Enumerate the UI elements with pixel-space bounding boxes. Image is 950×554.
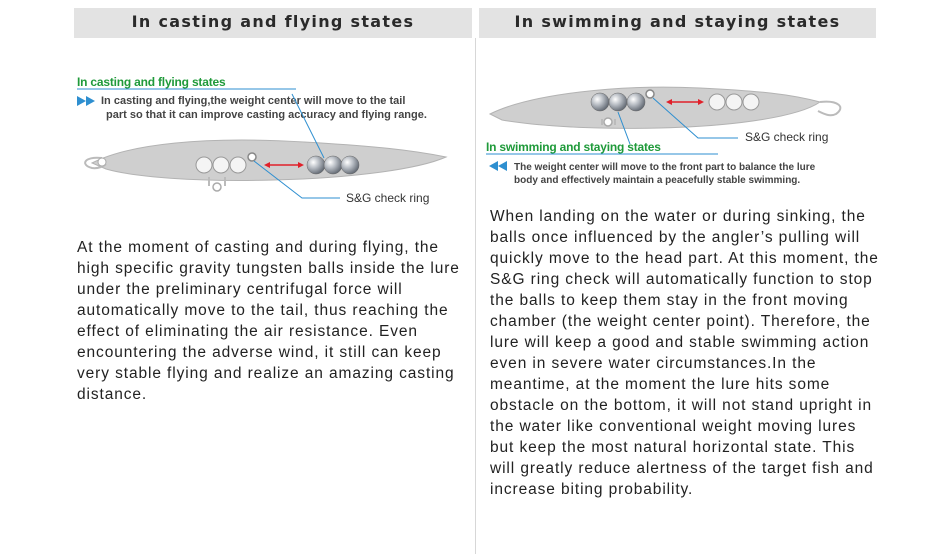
casting-states-header: In casting and flying states — [74, 8, 472, 38]
swimming-lure-diagram — [480, 72, 880, 194]
hollow-ball-icons — [709, 94, 759, 110]
column-divider — [475, 38, 476, 554]
casting-description: At the moment of casting and during flying, the high specific gravity tungsten balls inside the lure under the preliminary centrifugal force will automatically move to the tail, thus reaching the effect of eliminating the air resistance. Even encountering the adverse wind, it still can keep very stable flying and realize an amazing casting distance. — [77, 239, 460, 403]
swimming-states-header: In swimming and staying states — [479, 8, 876, 38]
lure-body-icon — [490, 87, 840, 128]
sg-check-ring-icon — [646, 90, 654, 98]
swimming-caption-line1: The weight center will move to the front part to balance the lure — [514, 162, 816, 173]
casting-caption-line2: part so that it can improve casting accuracy and flying range. — [106, 109, 427, 121]
casting-lure-diagram — [74, 70, 474, 210]
swimming-description: When landing on the water or during sinking, the balls once influenced by the angler’s pulling will quickly move to the head part. At this moment, the S&G ring check will automatically function to stop the balls to keep them stay in the front moving chamber (the weight center point). Therefore, the lure will keep a good and stable swimming action even in severe water circumstances.In the meantime, at the moment the lure hits some obstacle on the bottom, it will not stand upright in the water like conventional weight moving lures but keep the most natural horizontal state. This will greatly reduce alertness of the target fish and increase biting probability. — [490, 208, 879, 498]
double-rewind-icon — [489, 161, 507, 171]
sg-ring-label: S&G check ring — [745, 130, 829, 144]
double-play-icon — [77, 96, 95, 106]
casting-caption-line1: In casting and flying,the weight center will move to the tail — [101, 95, 406, 107]
tungsten-ball-icons — [591, 93, 645, 111]
swimming-diagram-title: In swimming and staying states — [486, 140, 661, 154]
casting-diagram-title: In casting and flying states — [77, 75, 226, 89]
sg-check-ring-icon — [248, 153, 256, 161]
tungsten-ball-icons — [307, 156, 359, 174]
swimming-caption-line2: body and effectively maintain a peacefully stable swimming. — [514, 175, 801, 186]
hollow-ball-icons — [196, 157, 246, 173]
sg-ring-label: S&G check ring — [346, 191, 430, 205]
